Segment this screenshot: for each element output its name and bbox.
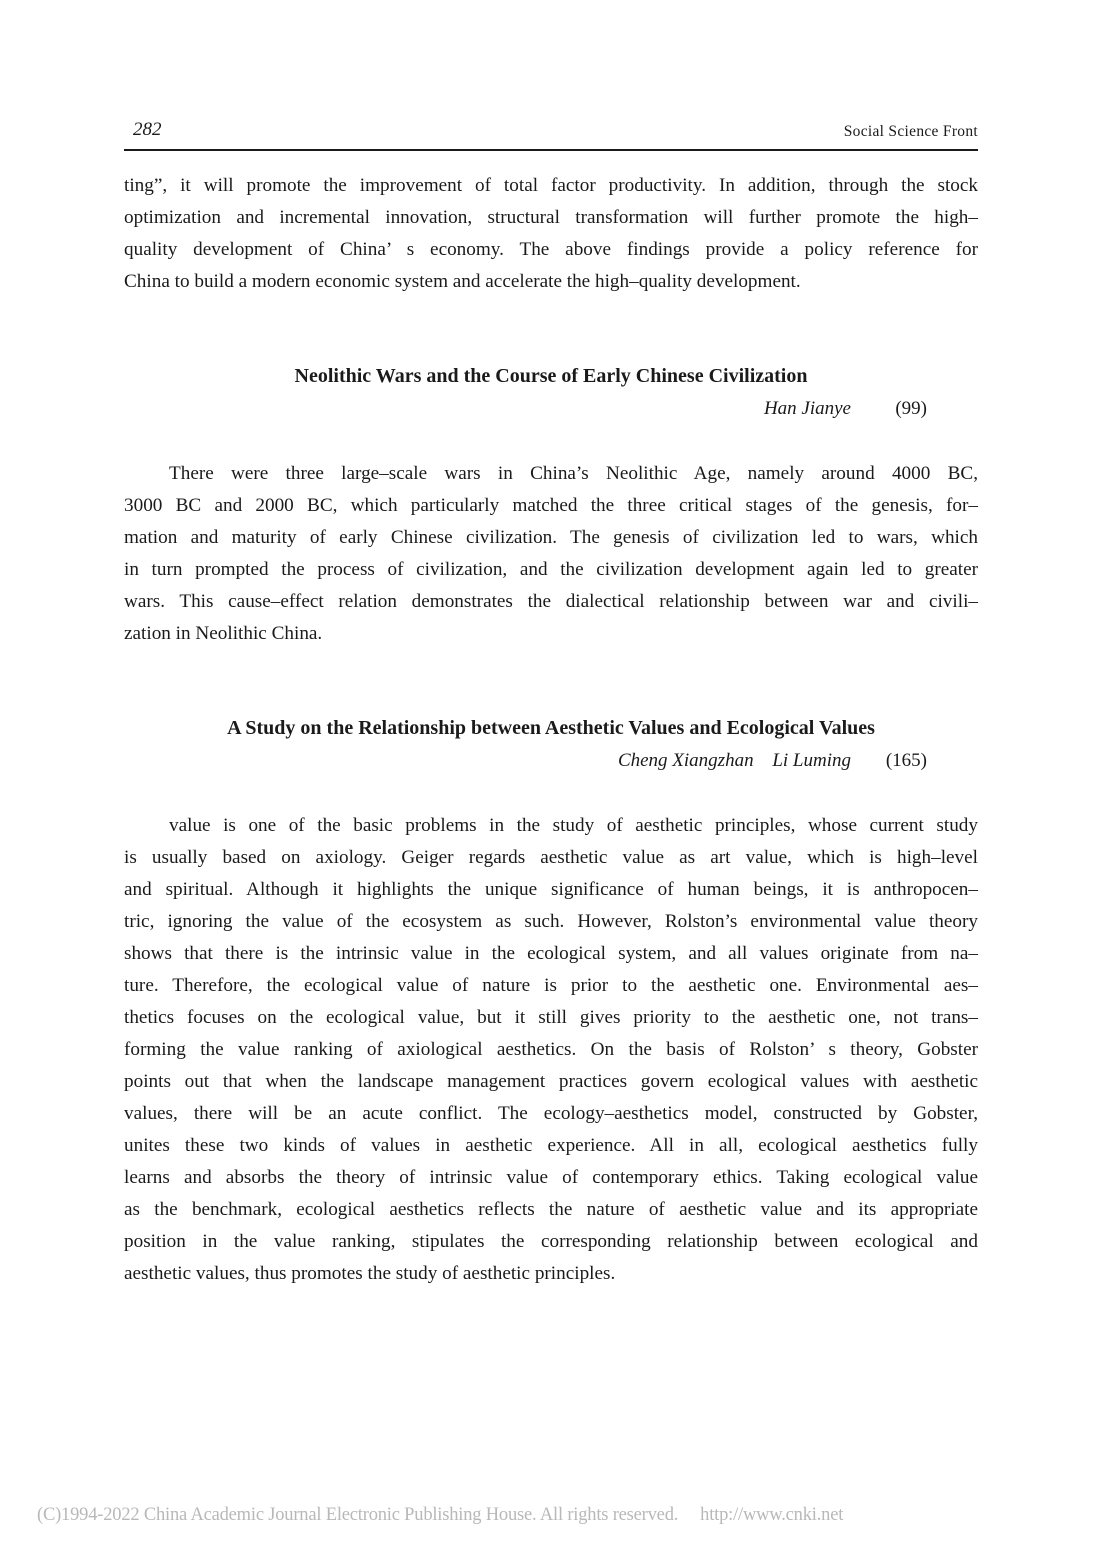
text-line: ting”, it will promote the improvement of total factor productivity. In addition, through the stock [124, 175, 978, 196]
article-authors [750, 398, 851, 420]
text-line: quality development of China’ s economy. The above findings provide a policy reference for [124, 239, 978, 260]
footer-url: http://www.cnki.net [700, 1505, 844, 1525]
text-line: values, there will be an acute conflict. The ecology–aesthetics model, constructed by Gobster, [124, 1103, 978, 1124]
text-line: zation in Neolithic China. [124, 623, 323, 644]
author-name: Han Jianye [763, 398, 851, 419]
author-name: Li Luming [772, 750, 851, 771]
article-abstract [124, 458, 978, 650]
text-line: mation and maturity of early Chinese civilization. The genesis of civilization led to wars, which [124, 527, 978, 548]
running-header-journal: Social Science Front [843, 123, 978, 140]
text-line: forming the value ranking of axiological aesthetics. On the basis of Rolston’ s theory, Gobster [124, 1039, 978, 1060]
page-number: 282 [133, 119, 162, 140]
text-line: ture. Therefore, the ecological value of nature is prior to the aesthetic one. Environmental aes– [124, 975, 978, 996]
text-line: unites these two kinds of values in aesthetic experience. All in all, ecological aesthetics fully [124, 1135, 978, 1156]
article-page-ref: (99) [895, 398, 927, 419]
text-line: thetics focuses on the ecological value, but it still gives priority to the aesthetic one, not trans– [124, 1007, 978, 1028]
copyright-footer [37, 1505, 843, 1526]
text-line: 3000 BC and 2000 BC, which particularly matched the three critical stages of the genesis, for– [124, 495, 978, 516]
text-line: wars. This cause–effect relation demonstrates the dialectical relationship between war and civili– [124, 591, 978, 612]
text-line: There were three large–scale wars in China’s Neolithic Age, namely around 4000 BC, [169, 463, 978, 484]
article-abstract [124, 810, 978, 1290]
text-line: learns and absorbs the theory of intrinsic value of contemporary ethics. Taking ecological value [124, 1167, 978, 1188]
header-rule [124, 149, 978, 151]
article-authors [604, 750, 851, 772]
article-title: A Study on the Relationship between Aesthetic Values and Ecological Values [227, 717, 875, 739]
author-name: Cheng Xiangzhan [617, 750, 754, 771]
text-line: China to build a modern economic system and accelerate the high–quality development. [124, 271, 801, 292]
text-line: value is one of the basic problems in the study of aesthetic principles, whose current study [169, 815, 978, 836]
text-line: tric, ignoring the value of the ecosystem as such. However, Rolston’s environmental value theory [124, 911, 978, 932]
text-line: as the benchmark, ecological aesthetics reflects the nature of aesthetic value and its appropriate [124, 1199, 978, 1220]
text-line: points out that when the landscape management practices govern ecological values with aesthetic [124, 1071, 978, 1092]
copyright-text: (C)1994-2022 China Academic Journal Electronic Publishing House. All rights reserved. [37, 1505, 679, 1525]
text-line: in turn prompted the process of civilization, and the civilization development again led to greater [124, 559, 978, 580]
text-line: optimization and incremental innovation, structural transformation will further promote the high– [124, 207, 978, 228]
article-title: Neolithic Wars and the Course of Early Chinese Civilization [294, 365, 808, 387]
text-line: and spiritual. Although it highlights the unique significance of human beings, it is anthropocen– [124, 879, 978, 900]
text-line: aesthetic values, thus promotes the study of aesthetic principles. [124, 1263, 616, 1284]
text-line: position in the value ranking, stipulates the corresponding relationship between ecological and [124, 1231, 978, 1252]
text-line: is usually based on axiology. Geiger regards aesthetic value as art value, which is high–level [124, 847, 978, 868]
article-page-ref: (165) [885, 750, 927, 771]
text-line: shows that there is the intrinsic value in the ecological system, and all values originate from na– [124, 943, 978, 964]
intro-paragraph [124, 170, 978, 298]
